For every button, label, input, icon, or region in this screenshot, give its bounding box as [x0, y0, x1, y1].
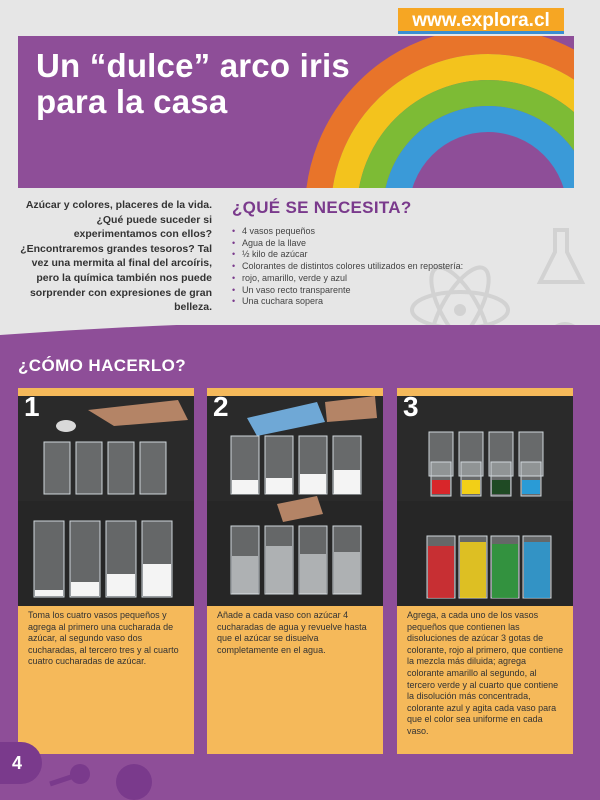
materials-list: [232, 226, 512, 308]
materials-item: • Agua de la llave: [232, 238, 512, 250]
title-line-1: Un “dulce” arco iris: [36, 47, 350, 84]
step-card-1: [18, 388, 194, 754]
step-card-2: [207, 388, 383, 754]
website-url-badge[interactable]: www.explora.cl: [398, 8, 564, 34]
instructions-heading: ¿CÓMO HACERLO?: [18, 356, 187, 375]
step-1-photo: [18, 396, 194, 606]
flask-icon: [540, 230, 582, 282]
step-3-illustration: [397, 396, 573, 606]
step-number: 2: [213, 391, 229, 422]
yellow-liquid: [462, 480, 480, 494]
title-line-2: para la casa: [36, 83, 228, 120]
green-liquid: [492, 480, 510, 494]
header-banner: [18, 36, 574, 188]
step-text: Toma los cuatro vasos pequeños y agrega al primero una cucharada de azúcar, al segundo vaso dos cucharadas, al tercero tres y al cuarto cuatro cucharadas de azúcar.: [28, 610, 179, 667]
rainbow-arc-blue: [396, 119, 574, 188]
page-title: [36, 48, 350, 120]
molecule-decoration: [38, 752, 168, 800]
materials-item: • Colorantes de distintos colores utilizados en repostería:: [232, 261, 512, 273]
step-card-3: [397, 388, 573, 754]
step-3-photo: [397, 396, 573, 606]
blue-liquid: [522, 480, 540, 494]
spoon-shape: [56, 420, 76, 432]
materials-item: • rojo, amarillo, verde y azul: [232, 273, 512, 285]
step-text: Agrega, a cada uno de los vasos pequeños que contienen las disoluciones de azúcar 3 gotas de colorante, rojo al primero, que contiene la mezcla más diluida; agrega colorante amarillo al segundo, al tercero verde y al cuarto que contiene la disolución más concentrada, colorante azul y agita cada vaso para que el color sea uniforme en cada vaso.: [407, 610, 564, 736]
page-number: 4: [0, 742, 42, 784]
materials-item: • Una cuchara sopera: [232, 296, 512, 308]
materials-heading: ¿QUÉ SE NECESITA?: [232, 198, 412, 217]
materials-item: • ½ kilo de azúcar: [232, 249, 512, 261]
step-number: 1: [24, 391, 40, 422]
step-text: Añade a cada vaso con azúcar 4 cucharadas de agua y revuelve hasta que el azúcar se disuelva completamente en el agua.: [217, 610, 367, 655]
step-2-photo: [207, 396, 383, 606]
intro-paragraph: Azúcar y colores, placeres de la vida. ¿Qué puede suceder si experimentamos con ellos? ¿Encontraremos grandes tesoros? Tal vez una mermita al final del arcoíris, pero la química también nos puede sorprender con expresiones de gran belleza.: [20, 199, 212, 314]
step-number: 3: [403, 391, 419, 422]
step-2-illustration: [207, 396, 383, 606]
red-liquid: [432, 480, 450, 494]
materials-item: • Un vaso recto transparente: [232, 285, 512, 297]
materials-item: • 4 vasos pequeños: [232, 226, 512, 238]
step-1-illustration: [18, 396, 194, 606]
